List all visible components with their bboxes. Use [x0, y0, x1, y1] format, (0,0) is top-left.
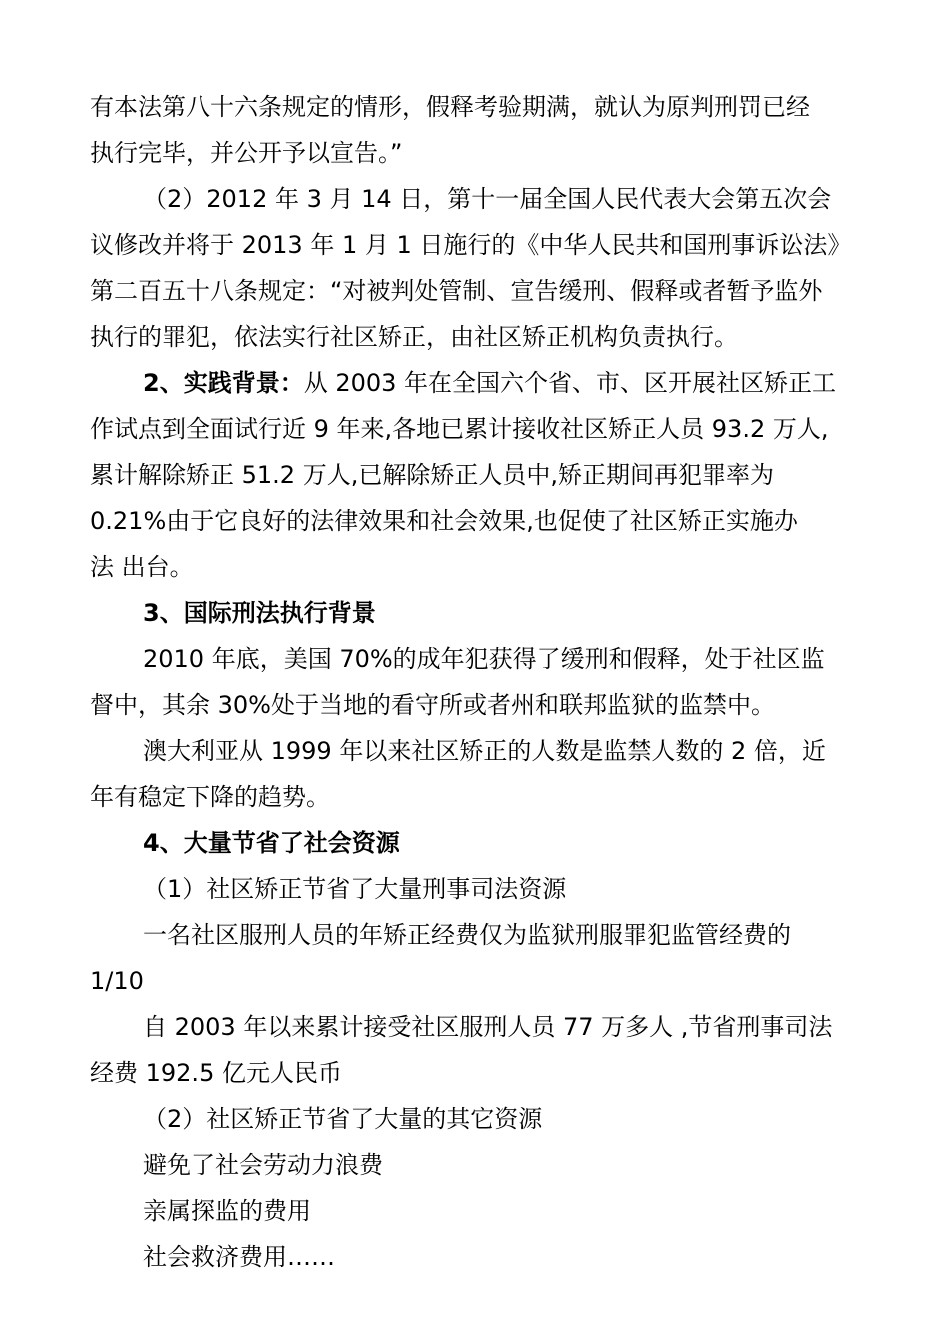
text-line: 法 出台。 [90, 553, 194, 581]
text-line: （1）社区矫正节省了大量刑事司法资源 [143, 875, 567, 903]
text-line: 年有稳定下降的趋势。 [90, 783, 330, 811]
section-heading: 2、实践背景： [143, 369, 304, 397]
text-line: 作试点到全面试行近 9 年来,各地已累计接收社区矫正人员 93.2 万人, [90, 415, 829, 443]
text-line: 累计解除矫正 51.2 万人,已解除矫正人员中,矫正期间再犯罪率为 [90, 461, 774, 489]
text-line: 经费 192.5 亿元人民币 [90, 1059, 342, 1087]
text-line: 执行的罪犯，依法实行社区矫正，由社区矫正机构负责执行。 [90, 323, 738, 351]
section-heading: 3、国际刑法执行背景 [143, 599, 376, 627]
text-line: （2）2012 年 3 月 14 日，第十一届全国人民代表大会第五次会 [143, 185, 832, 213]
section-heading: 4、大量节省了社会资源 [143, 829, 400, 857]
text-line [143, 367, 836, 399]
text-line: 0.21%由于它良好的法律效果和社会效果,也促使了社区矫正实施办 [90, 507, 798, 535]
text-line: 议修改并将于 2013 年 1 月 1 日施行的《中华人民共和国刑事诉讼法》 [90, 231, 852, 259]
text-line: 第二百五十八条规定：“对被判处管制、宣告缓刑、假释或者暂予监外 [90, 277, 823, 305]
text-line: 1/10 [90, 967, 144, 995]
text-line: 避免了社会劳动力浪费 [143, 1151, 383, 1179]
text-line: 有本法第八十六条规定的情形，假释考验期满，就认为原判刑罚已经 [90, 93, 810, 121]
text-line: 自 2003 年以来累计接受社区服刑人员 77 万多人 ,节省刑事司法 [143, 1013, 833, 1041]
text-line: 澳大利亚从 1999 年以来社区矫正的人数是监禁人数的 2 倍，近 [143, 737, 826, 765]
text-line: 一名社区服刑人员的年矫正经费仅为监狱刑服罪犯监管经费的 [143, 921, 791, 949]
text-line: （2）社区矫正节省了大量的其它资源 [143, 1105, 543, 1133]
paragraph-text: 从 2003 年在全国六个省、市、区开展社区矫正工 [303, 369, 837, 397]
text-line: 督中，其余 30%处于当地的看守所或者州和联邦监狱的监禁中。 [90, 691, 775, 719]
text-line: 社会救济费用…… [143, 1243, 335, 1271]
text-line: 执行完毕，并公开予以宣告。” [90, 139, 403, 167]
text-line: 亲属探监的费用 [143, 1197, 311, 1225]
text-line: 2010 年底，美国 70%的成年犯获得了缓刑和假释，处于社区监 [143, 645, 825, 673]
